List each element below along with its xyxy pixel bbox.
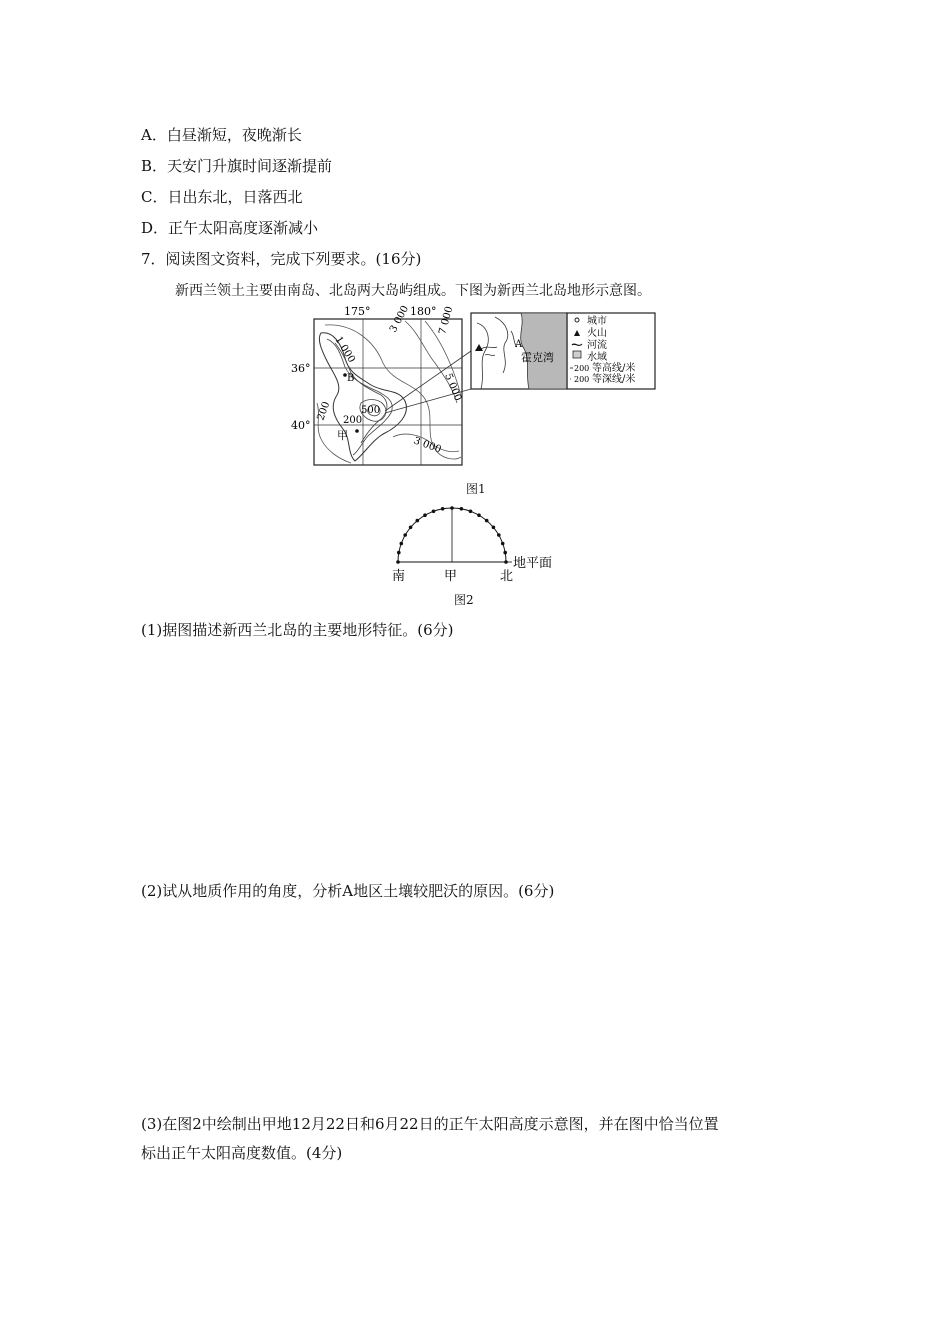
volcano-icon <box>475 344 483 351</box>
lat-label-36: 36° <box>291 362 311 375</box>
north-label: 北 <box>500 569 514 584</box>
legend-volcano: 火山 <box>587 328 607 339</box>
legend-isobath: 等深线/米 <box>592 374 636 385</box>
option-c: C．日出东北，日落西北 <box>141 188 303 206</box>
arc-dot <box>409 526 413 530</box>
contour-label-3000-north: 3 000 <box>387 303 412 335</box>
figure-1-caption: 图1 <box>466 482 486 496</box>
arc-dot <box>503 551 507 555</box>
figure-2-diagram <box>380 500 570 590</box>
contour-label-1000: 1 000 <box>332 334 357 365</box>
legend-contour-value: 200 <box>574 364 590 373</box>
arc-dot <box>485 519 489 523</box>
lon-label-175: 175° <box>344 305 371 318</box>
volcano-icon <box>574 330 580 336</box>
water-icon <box>573 351 581 358</box>
contour-label-7000: 7 000 <box>437 305 456 336</box>
point-b-label: B <box>347 373 355 384</box>
legend-city: 城市 <box>587 316 607 327</box>
arc-dot <box>441 507 445 511</box>
sub-question-1: (1)据图描述新西兰北岛的主要地形特征。(6分) <box>141 621 454 639</box>
point-jia-label: 甲 <box>337 429 348 442</box>
figure-2-caption: 图2 <box>454 593 474 607</box>
question-7-stem: 7．阅读图文资料，完成下列要求。(16分) <box>141 250 422 268</box>
arc-dot <box>460 507 464 511</box>
river-icon <box>572 344 582 345</box>
option-a: A．白昼渐短，夜晚渐长 <box>141 126 302 144</box>
sub-question-3-cont: 标出正午太阳高度数值。(4分) <box>141 1144 343 1162</box>
contour-label-5000: 5 000 <box>442 372 464 403</box>
option-b: B．天安门升旗时间逐渐提前 <box>141 157 333 175</box>
legend-water: 水域 <box>587 352 607 363</box>
question-7-intro: 新西兰领土主要由南岛、北岛两大岛屿组成。下图为新西兰北岛地形示意图。 <box>175 283 651 299</box>
lat-label-40: 40° <box>291 419 311 432</box>
sub-question-3: (3)在图2中绘制出甲地12月22日和6月22日的正午太阳高度示意图，并在图中恰当位置 <box>141 1115 719 1133</box>
arc-dot <box>477 513 481 517</box>
arc-dot <box>396 560 400 564</box>
legend-contour: 等高线/米 <box>592 363 636 374</box>
arc-dot <box>403 533 407 537</box>
arc-dot <box>504 560 508 564</box>
arc-dot <box>497 533 501 537</box>
legend-river: 河流 <box>587 340 607 351</box>
arc-dot <box>397 551 401 555</box>
inset-point-a: A <box>515 339 523 350</box>
contour-label-3000-south: 3 000 <box>411 435 443 456</box>
sub-question-2: (2)试从地质作用的角度，分析A地区土壤较肥沃的原因。(6分) <box>141 882 555 900</box>
arc-dot <box>432 510 436 514</box>
south-label: 南 <box>392 569 406 584</box>
arc-dot <box>416 519 420 523</box>
contour-label-200-center: 200 <box>343 415 363 426</box>
option-d: D．正午太阳高度逐渐减小 <box>141 219 319 237</box>
lon-label-180: 180° <box>410 305 437 318</box>
arc-dot <box>423 513 427 517</box>
arc-dot <box>400 542 404 546</box>
contour-label-200-west: 200 <box>315 400 333 423</box>
city-icon <box>575 318 579 322</box>
jia-label: 甲 <box>444 569 458 584</box>
arc-dot <box>469 510 473 514</box>
arc-dot <box>492 526 496 530</box>
legend-isobath-value: 200 <box>574 375 590 384</box>
figure-1-map <box>285 303 665 473</box>
inset-bay-label: 霍克湾 <box>521 351 554 364</box>
arc-dot <box>501 542 505 546</box>
contour-label-500: 500 <box>361 405 381 416</box>
arc-dot <box>450 506 454 510</box>
horizon-label: 地平面 <box>513 556 553 571</box>
